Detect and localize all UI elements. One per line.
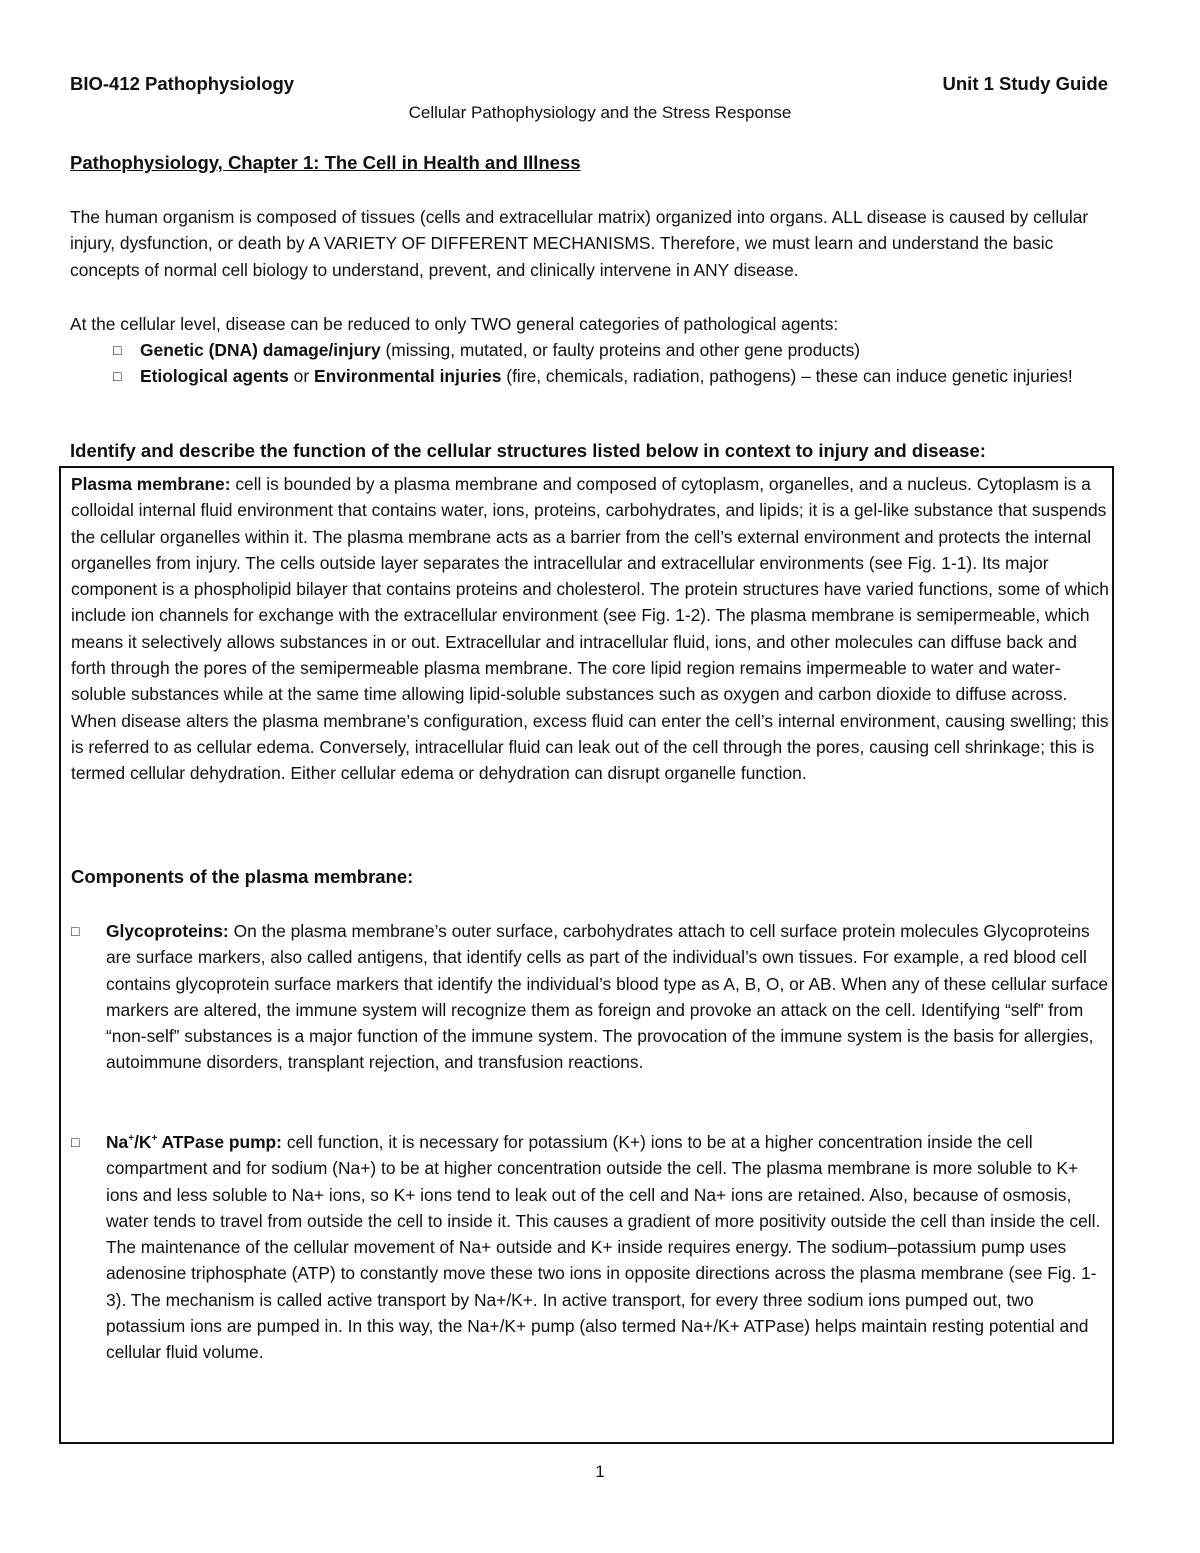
superscript-plus: +	[151, 1133, 158, 1145]
page-header	[70, 73, 1108, 97]
pump-text: cell function, it is necessary for potassium (K+) ions to be at a higher concentration inside the cell compartment and for sodium (Na+) to be at higher concentration outside the cell. The plasma membrane is more soluble to K+ ions and less soluble to Na+ ions, so K+ ions tend to leak out of the cell and Na+ ions are retained. Also, because of osmosis, water tends to travel from outside the cell to inside it. This causes a gradient of more positivity outside the cell than inside the cell. The maintenance of the cellular movement of Na+ outside and K+ inside requires energy. The sodium–potassium pump uses adenosine triphosphate (ATP) to constantly move these two ions in opposite directions across the plasma membrane (see Fig. 1-3). The mechanism is called active transport by Na+/K+. In active transport, for every three sodium ions pumped out, two potassium ions are pumped in. In this way, the Na+/K+ pump (also termed Na+/K+ ATPase) helps maintain resting potential and cellular fluid volume.	[106, 1132, 1101, 1363]
category-term: Genetic (DNA) damage/injury	[140, 340, 381, 360]
list-item	[70, 337, 1120, 363]
glycoproteins-item	[71, 918, 1111, 1076]
unit-title: Unit 1 Study Guide	[942, 73, 1108, 94]
checkbox-bullet-icon: □	[113, 368, 122, 385]
pump-term-rest: ATPase pump:	[157, 1132, 282, 1152]
course-title: BIO-412 Pathophysiology	[70, 73, 295, 94]
pathological-agent-list	[70, 337, 1120, 390]
page-number: 1	[595, 1462, 605, 1481]
document-subtitle: Cellular Pathophysiology and the Stress Response	[408, 103, 792, 122]
glycoproteins-term: Glycoproteins:	[106, 921, 229, 941]
plasma-membrane-term: Plasma membrane:	[71, 474, 231, 494]
checkbox-bullet-icon: □	[71, 923, 80, 939]
answer-box	[59, 466, 1114, 1444]
checkbox-bullet-icon: □	[71, 1134, 80, 1150]
glycoproteins-text: On the plasma membrane’s outer surface, carbohydrates attach to cell surface protein molecules Glycoproteins are surface markers, also called antigens, that identify cells as part of the individual’s own tissues. For example, a red blood cell contains glycoprotein surface markers that identify the individual’s blood type as A, B, O, or AB. When any of these cellular surface markers are altered, the immune system will recognize them as foreign and provoke an attack on the cell. Identifying “self” from “non-self” substances is a major function of the immune system. The provocation of the immune system is the basis for allergies, autoimmune disorders, transplant rejection, and transfusion reactions.	[106, 921, 1109, 1073]
cellular-level-text: At the cellular level, disease can be reduced to only TWO general categories of pathological agents:	[70, 314, 839, 334]
pump-term-na: Na	[106, 1132, 129, 1152]
intro-paragraph: The human organism is composed of tissues (cells and extracellular matrix) organized into organs. ALL disease is caused by cellular injury, dysfunction, or death by A VARIETY OF DIFFERENT MECHANISMS. Therefore, we must learn and understand the basic concepts of normal cell biology to understand, prevent, and clinically intervene in ANY disease.	[70, 207, 1089, 280]
category-term: Etiological agents	[140, 366, 289, 387]
list-item	[70, 363, 1120, 389]
category-detail: (missing, mutated, or faulty proteins and other gene products)	[380, 340, 861, 360]
superscript-plus: +	[128, 1133, 135, 1145]
plasma-membrane-text: cell is bounded by a plasma membrane and composed of cytoplasm, organelles, and a nucleus. Cytoplasm is a colloidal internal fluid environment that contains water, ions, proteins, carbohydrates, and lipids; it is a gel-like substance that suspends the cellular organelles within it. The plasma membrane acts as a barrier from the cell’s external environment and protects the internal organelles from injury. The cells outside layer separates the intracellular and extracellular environments (see Fig. 1-1). Its major component is a phospholipid bilayer that contains proteins and cholesterol. The protein structures have varied functions, some of which include ion channels for exchange with the extracellular environment (see Fig. 1-2). The plasma membrane is semipermeable, which means it selectively allows substances in or out. Extracellular and intracellular fluid, ions, and other molecules can diffuse back and forth through the pores of the semipermeable plasma membrane. The core lipid region remains impermeable to water and water-soluble substances while at the same time allowing lipid-soluble substances such as oxygen and carbon dioxide to diffuse across. When disease alters the plasma membrane’s configuration, excess fluid can enter the cell’s internal environment, causing swelling; this is referred to as cellular edema. Conversely, intracellular fluid can leak out of the cell through the pores, causing cell shrinkage; this is termed cellular dehydration. Either cellular edema or dehydration can disrupt organelle function.	[71, 474, 1109, 784]
plasma-membrane-paragraph	[71, 471, 1111, 787]
components-heading: Components of the plasma membrane:	[71, 866, 414, 887]
identify-heading: Identify and describe the function of the cellular structures listed below in context to injury and disease:	[70, 440, 986, 461]
category-connector: or	[288, 366, 314, 387]
pump-term-k: /K	[134, 1132, 152, 1152]
category-term: Environmental injuries	[313, 366, 502, 387]
checkbox-bullet-icon: □	[113, 342, 122, 358]
category-detail: (fire, chemicals, radiation, pathogens) – these can induce genetic injuries!	[501, 366, 1073, 387]
chapter-title: Pathophysiology, Chapter 1: The Cell in Health and Illness	[70, 152, 581, 173]
pump-item	[71, 1129, 1111, 1366]
pump-term	[106, 1132, 282, 1152]
